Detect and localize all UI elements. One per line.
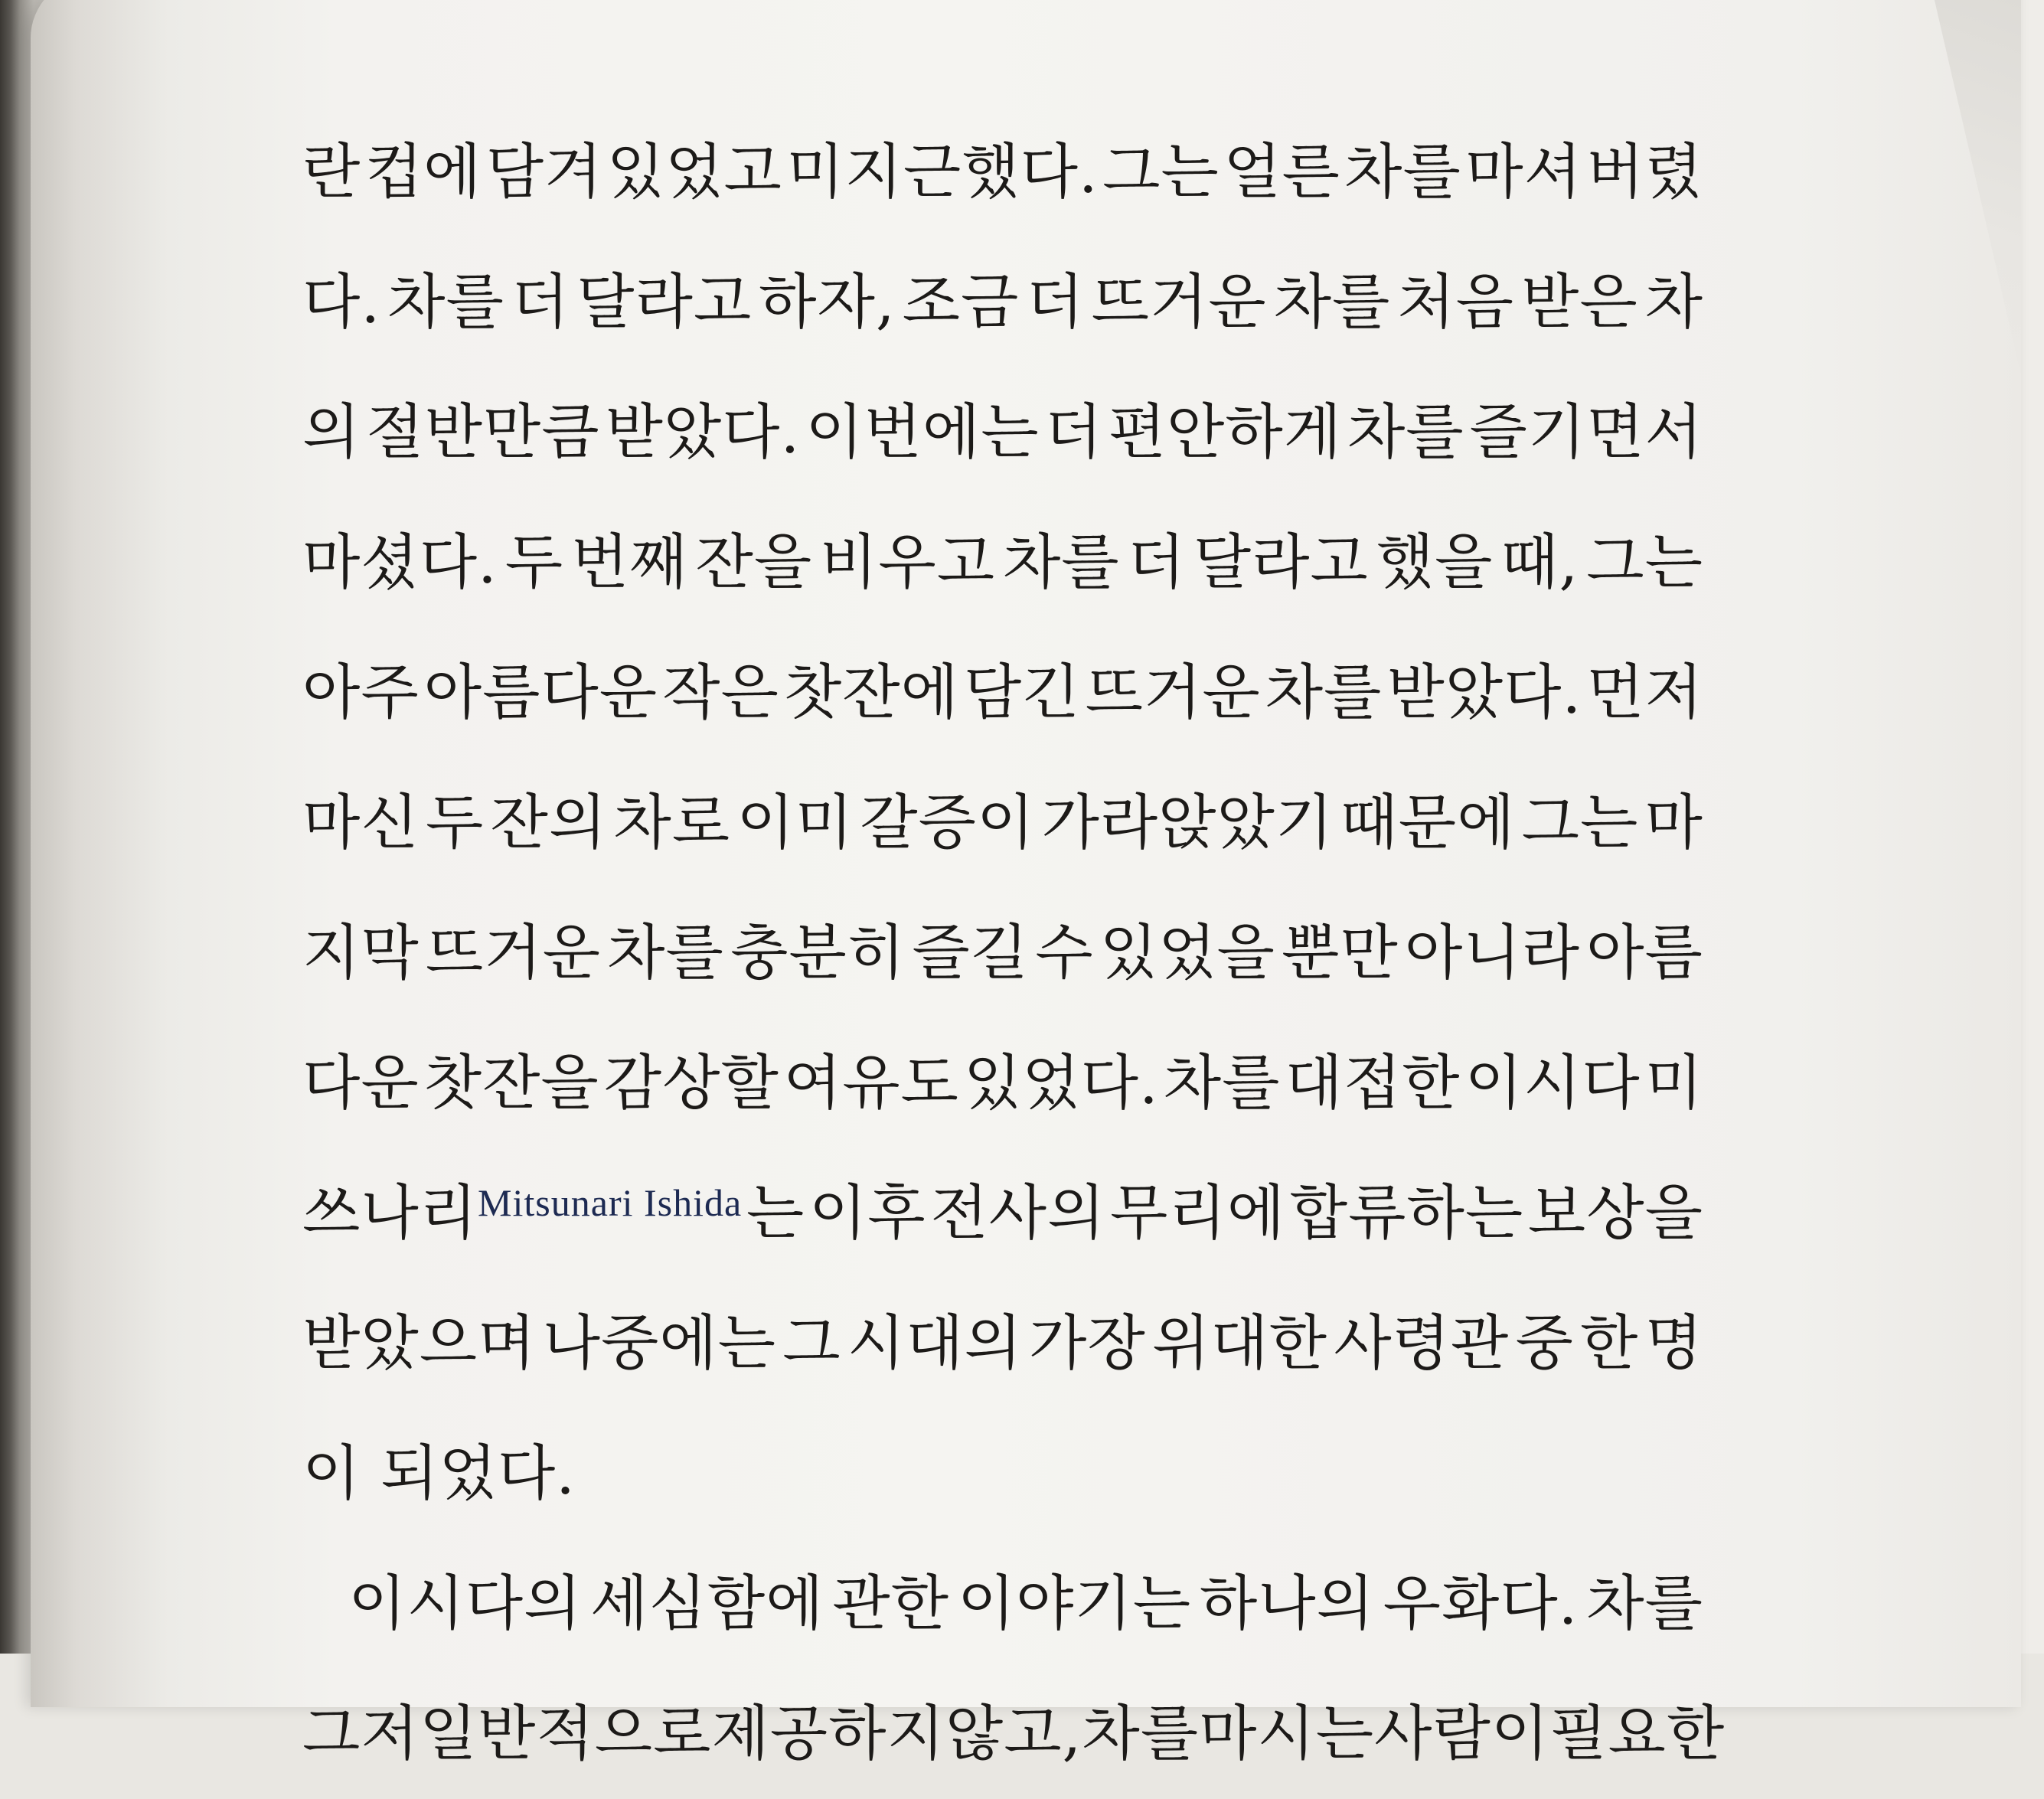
word: 전사의 [930, 1179, 1106, 1248]
word: 이시다의 [348, 1569, 583, 1638]
word: 찻잔을 [423, 1049, 599, 1118]
word: 두 [425, 788, 485, 857]
word: 위대한 [1151, 1309, 1327, 1378]
word: 달라고 [1193, 528, 1369, 597]
word: 대접한 [1285, 1049, 1461, 1118]
word: 뜨거운 [425, 919, 601, 988]
word: 감상할 [603, 1049, 779, 1118]
word: 더 [1026, 268, 1085, 337]
word: 있었다. [963, 1049, 1159, 1118]
word: 아니라 [1404, 919, 1580, 988]
word: 뜨거운 [1085, 658, 1261, 727]
word: 아름다운 [423, 658, 658, 727]
word: 받았다. [605, 398, 801, 467]
word: 나중에는 [542, 1309, 777, 1378]
word: 한 [1580, 1309, 1639, 1378]
page-corner-shadow [1868, 0, 2021, 375]
word: 가장 [1029, 1309, 1146, 1378]
word: 충분히 [730, 919, 906, 988]
word: 차를 [1273, 268, 1391, 337]
name-korean: 쓰나리$^{Mitsunari Ishida}$ [302, 1179, 743, 1248]
word: 가라앉았기 [1041, 788, 1334, 857]
text-line-with-name [302, 1148, 1703, 1278]
word: 그는 [1521, 788, 1639, 857]
word: 미 [1644, 1049, 1703, 1118]
word: 뿐만 [1282, 919, 1399, 988]
text-line [302, 107, 1703, 237]
word: 처음 [1397, 268, 1514, 337]
word: 시대의 [847, 1309, 1023, 1378]
word: 는 [746, 1179, 805, 1248]
word: 절반만큼 [366, 398, 600, 467]
word: 미지근했다. [786, 138, 1099, 207]
text-line [302, 498, 1703, 628]
word: 않고, [945, 1699, 1082, 1768]
word: 작은 [662, 658, 779, 727]
word: 제공하지 [711, 1699, 945, 1768]
word: 차를 [1347, 398, 1464, 467]
word: 즐길 [912, 919, 1030, 988]
word: 담긴 [963, 658, 1081, 727]
word: 그는 [1102, 138, 1220, 207]
word: 무리에 [1110, 1179, 1286, 1248]
word: 차 [1644, 268, 1703, 337]
word: 차를 [1344, 138, 1461, 207]
word: 수 [1035, 919, 1094, 988]
word: 뜨거운 [1091, 268, 1267, 337]
word: 다. [302, 268, 381, 337]
word: 조금 [902, 268, 1020, 337]
word: 사령관 [1334, 1309, 1510, 1378]
word: 찻잔에 [783, 658, 959, 727]
word: 지막 [302, 919, 420, 988]
word: 의 [302, 398, 361, 467]
word: 잔을 [695, 528, 813, 597]
word: 때, [1500, 528, 1579, 597]
word: 마시는 [1199, 1699, 1375, 1768]
word: 아름 [1586, 919, 1703, 988]
word: 이야기는 [957, 1569, 1192, 1638]
word: 이미 [736, 788, 854, 857]
paragraph-end-text: 이 되었다. [302, 1439, 576, 1508]
word: 차를 [1002, 528, 1120, 597]
word: 아주 [302, 658, 420, 727]
text-line [302, 1018, 1703, 1148]
word: 받았다. [1386, 658, 1582, 727]
word: 그저 [302, 1699, 420, 1768]
word: 잔의 [490, 788, 608, 857]
word: 때문에 [1340, 788, 1516, 857]
word: 차로 [613, 788, 731, 857]
word: 차를 [1163, 1049, 1281, 1118]
word: 받은 [1520, 268, 1638, 337]
word: 마신 [302, 788, 420, 857]
word: 명 [1644, 1309, 1703, 1378]
word: 이후 [808, 1179, 926, 1248]
word: 버렸 [1586, 138, 1703, 207]
word: 받았으며 [302, 1309, 537, 1378]
text-line [302, 1278, 1703, 1409]
word: 했을 [1376, 528, 1494, 597]
word: 달라고 [576, 268, 753, 337]
word: 마 [1644, 788, 1703, 857]
word: 중 [1515, 1309, 1574, 1378]
word: 담겨 [485, 138, 603, 207]
word: 차를 [607, 919, 724, 988]
word: 편안하게 [1108, 398, 1343, 467]
word: 일반적으로 [419, 1699, 712, 1768]
word: 필요한 [1549, 1699, 1726, 1768]
text-line [302, 888, 1703, 1018]
word: 합류하는 [1289, 1179, 1524, 1248]
word: 여유도 [783, 1049, 959, 1118]
word: 차를 [387, 268, 504, 337]
word: 있었고 [606, 138, 782, 207]
word: 사람이 [1374, 1699, 1550, 1768]
word: 차를 [1082, 1699, 1200, 1768]
word: 더 [511, 268, 570, 337]
word: 하나의 [1199, 1569, 1375, 1638]
word: 번째 [570, 528, 688, 597]
text-line [302, 367, 1703, 498]
word: 있었을 [1099, 919, 1275, 988]
word: 마셨다. [302, 528, 498, 597]
word: 우화다. [1383, 1569, 1579, 1638]
word: 그는 [1586, 528, 1703, 597]
word: 즐기면서 [1469, 398, 1703, 467]
name-latin: Mitsunari Ishida [478, 1181, 743, 1224]
text-line [302, 1539, 1703, 1669]
word: 더 [1127, 528, 1186, 597]
page-text [302, 107, 1726, 1768]
word: 그 [782, 1309, 841, 1378]
text-line-cut-off [302, 1669, 1726, 1768]
word: 다운 [302, 1049, 420, 1118]
word: 비우고 [820, 528, 996, 597]
text-line [302, 758, 1703, 888]
word: 하자, [759, 268, 896, 337]
word: 세심함에 [590, 1569, 824, 1638]
text-line [302, 237, 1703, 367]
word: 란 [302, 138, 361, 207]
word: 더 [1044, 398, 1103, 467]
word: 차를 [1265, 658, 1383, 727]
word: 관한 [832, 1569, 949, 1638]
text-line [302, 628, 1703, 758]
word: 이번에는 [805, 398, 1040, 467]
word: 먼저 [1586, 658, 1703, 727]
word: 차를 [1586, 1569, 1703, 1638]
word: 얼른 [1223, 138, 1340, 207]
word: 두 [504, 528, 564, 597]
word: 컵에 [364, 138, 482, 207]
word: 보상을 [1527, 1179, 1703, 1248]
word: 갈증이 [860, 788, 1036, 857]
word: 이시다 [1464, 1049, 1641, 1118]
paragraph-end-line [302, 1409, 1703, 1539]
word: 마셔 [1465, 138, 1582, 207]
